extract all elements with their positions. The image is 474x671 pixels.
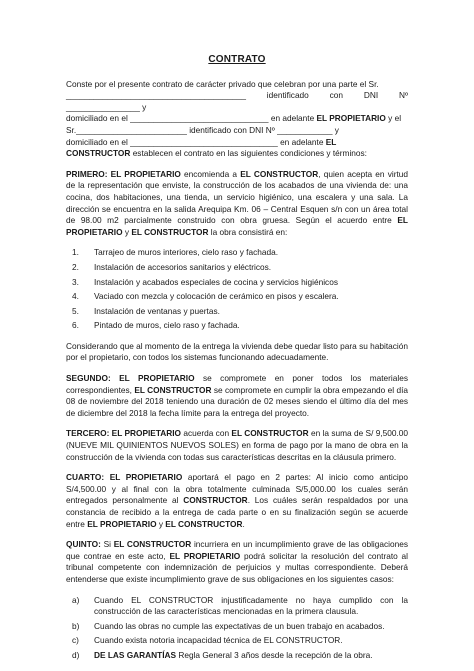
clause-text: podrá solicitar la resolución del contrato al tribunal competente con indemnización de perjuicios y multas correspondiente. Deberá entenderse que existe incumplimiento grave de sus obligaciones en los siguientes casos: [66, 550, 408, 584]
party-name: EL CONSTRUCTOR [134, 384, 212, 395]
intro-line-5 [66, 137, 408, 149]
list-marker: 3. [72, 276, 79, 287]
clause-text: , quien acepta en virtud de la representación que enviste, la construcción de los acabados de una vivienda de: una cocina, dos habitaciones, una tienda, un servicio higiénico, una escalera y una sala. La dirección se encuentra en la salida Arequipa Km. 06 – Central Esquen s/n con un área total de 98.00 m2 parcialmente construido con obra gruesa. Según el acuerdo entre [66, 168, 409, 226]
clause-text: en la suma de S/ 9,500.00 (NUEVE MIL QUINIENTOS NUEVOS SOLES) en forma de pago por la mano de obra en la construcción de la vivienda con todas sus características descritas en la cláusula primero. [66, 428, 409, 462]
party-name: EL PROPIETARIO [169, 550, 241, 561]
list-marker: d) [72, 649, 80, 660]
intro-paragraph [66, 79, 408, 160]
intro-line-4: Sr.________________________ identificado con DNI Nº ____________ y [66, 124, 339, 135]
intro-line-3 [66, 113, 408, 125]
clause-heading: CUARTO: EL PROPIETARIO [66, 472, 183, 483]
list-item [72, 621, 408, 633]
clause-text: se compromete en cumplir la obra empezando el día 08 de noviembre del 2018 teniendo una duración de 02 meses siendo el último día del mes de diciembre del 2018 la fecha límite para la entrega del proyecto. [66, 384, 408, 418]
breach-cases-list [66, 595, 408, 662]
clause-heading: TERCERO: EL PROPIETARIO [66, 428, 182, 439]
party-name: EL CONSTRUCTOR [240, 168, 319, 179]
clause-text: . Los cuáles serán respaldados por una constancia de recibido a la entrega de cada parte o en su finalización según se acuerde entre [66, 495, 408, 529]
party-el: EL [325, 136, 337, 147]
clause-text: y [156, 518, 166, 529]
list-item [72, 291, 408, 303]
list-item [72, 306, 408, 318]
list-item-text: Instalación de accesorios sanitarios y eléctricos. [94, 261, 272, 272]
list-item-text: Instalación de ventanas y puertas. [94, 305, 220, 316]
clause-quinto [66, 539, 408, 585]
document-title: CONTRATO [208, 54, 266, 65]
party-name: EL CONSTRUCTOR [231, 428, 309, 439]
list-item-text: Pintado de muros, cielo raso y fachada. [94, 320, 240, 331]
clause-heading: QUINTO: [66, 539, 101, 550]
list-item [72, 650, 408, 662]
intro-line-1: Conste por el presente contrato de carácter privado que celebran por una parte el Sr. [66, 78, 379, 89]
intro-line-6 [66, 148, 408, 160]
clause-text: aportará el pago en 2 partes: Al inicio como anticipo S/4,500.00 y al final con la obra totalmente culminada S/5,000.00 los cuales serán entregados personalmente al [66, 472, 408, 506]
intro-conditions: establecen el contrato en las siguientes condiciones y términos: [130, 148, 367, 159]
clause-tercero [66, 428, 408, 463]
clause-text: acuerda con [181, 428, 232, 439]
list-item-text: Instalación y acabados especiales de cocina y servicios higiénicos [94, 276, 338, 287]
clause-text: Si [100, 539, 114, 550]
list-marker: 6. [72, 320, 79, 331]
clause-segundo [66, 373, 408, 419]
list-item-text: Cuando EL CONSTRUCTOR injustificadamente no haya cumplido con la construcción de las características mencionadas en la primera clausula. [94, 594, 408, 617]
party-name: CONSTRUCTOR [183, 495, 248, 506]
clause-text: y [122, 226, 132, 237]
list-item [72, 277, 408, 289]
clause-text: . [242, 518, 245, 529]
works-list [66, 247, 408, 332]
clause-text: la obra consistirá en: [208, 226, 288, 237]
list-item-text [94, 650, 408, 662]
list-marker: 2. [72, 261, 79, 272]
party-name: EL CONSTRUCTOR [165, 518, 243, 529]
blank-name-1: _______________________________________ [66, 90, 246, 101]
clause-text: incurriera en un incumplimiento grave de las obligaciones que contrae en este acto, [66, 539, 408, 561]
clause-primero [66, 169, 408, 239]
list-item [72, 262, 408, 274]
clause-text: se compromete en poner todos los materiales correspondientes, [66, 373, 408, 395]
clause-text: encomienda a [180, 168, 241, 179]
list-item [72, 595, 408, 618]
clause-heading: SEGUNDO: EL PROPIETARIO [66, 373, 195, 384]
list-item [72, 247, 408, 259]
intro-domicile-2: domiciliado en el ________________________________ en adelante [66, 136, 326, 147]
contract-document [66, 54, 408, 671]
intro-and: y el [385, 113, 402, 124]
party-propietario: EL PROPIETARIO [316, 113, 386, 124]
list-item [72, 635, 408, 647]
considerando-paragraph: Considerando que al momento de la entrega la vivienda debe quedar listo para su habitación por el propietario, con todos los sistemas funcionando adecuadamente. [66, 340, 408, 363]
list-marker: a) [72, 594, 80, 605]
list-item-text: Vaciado con mezcla y colocación de cerámico en pisos y escalera. [94, 291, 339, 302]
clause-heading: PRIMERO: EL PROPIETARIO [66, 168, 181, 179]
intro-dni-1: identificado con DNI Nº ________________ y [66, 90, 408, 112]
party-name: EL CONSTRUCTOR [131, 226, 209, 237]
list-marker: b) [72, 620, 80, 631]
clause-cuarto [66, 472, 408, 530]
list-item-text: Cuando exista notoria incapacidad técnica de EL CONSTRUCTOR. [94, 635, 343, 646]
list-marker: 5. [72, 305, 79, 316]
list-item [72, 320, 408, 332]
guarantee-heading: DE LAS GARANTÍAS [94, 649, 177, 660]
list-marker: c) [72, 635, 79, 646]
party-constructor: CONSTRUCTOR [66, 148, 131, 159]
list-marker: 4. [72, 291, 79, 302]
party-name: EL PROPIETARIO [66, 215, 408, 237]
intro-line-2 [66, 90, 408, 113]
guarantee-text: Regla General 3 años desde la recepción de la obra. [176, 649, 373, 660]
list-item-text: Cuando las obras no cumple las expectativas de un buen trabajo en acabados. [94, 620, 385, 631]
party-name: EL CONSTRUCTOR [113, 539, 192, 550]
party-name: EL PROPIETARIO [87, 518, 157, 529]
list-marker: 1. [72, 247, 79, 258]
intro-domicile-1: domiciliado en el ______________________________ en adelante [66, 113, 317, 124]
list-item-text: Tarrajeo de muros interiores, cielo raso y fachada. [94, 247, 279, 258]
